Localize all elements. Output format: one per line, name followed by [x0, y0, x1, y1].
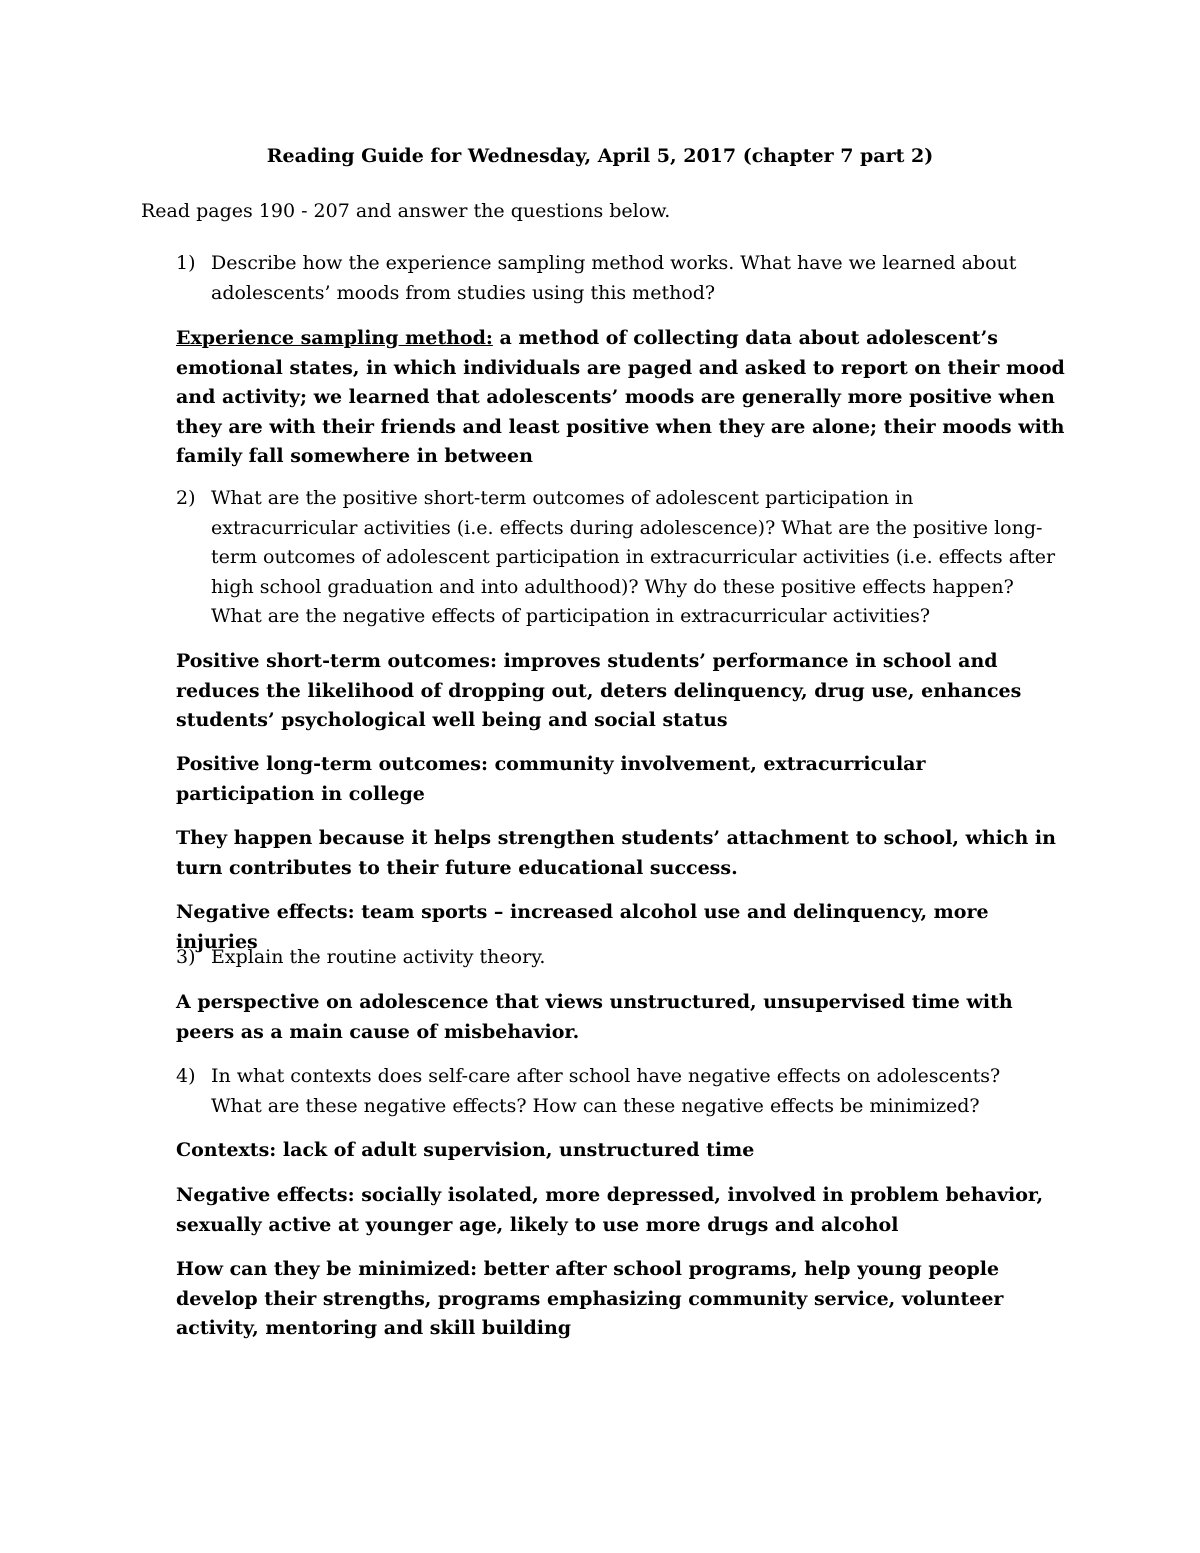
question-4	[176, 1062, 1056, 1121]
question-text: Describe how the experience sampling method works. What have we learned about adolescents’ moods from studies using this method?	[211, 252, 1017, 304]
answer-label: Experience sampling method:	[176, 327, 493, 349]
question-number: 4)	[176, 1065, 196, 1087]
answer-text: They happen because it helps strengthen students’ attachment to school, which in turn contributes to their future educational success.	[176, 827, 1056, 879]
intro-instructions: Read pages 190 - 207 and answer the questions below.	[141, 200, 671, 222]
question-1	[176, 249, 1056, 308]
question-number: 1)	[176, 252, 196, 274]
answer-label: Positive short-term outcomes:	[176, 650, 497, 672]
answer-2-short-term	[176, 647, 1066, 736]
answer-text: a method of collecting data about adolescent’s emotional states, in which individuals are paged and asked to report on their mood and activity; we learned that adolescents’ moods are generally more positive when they are with their friends and least positive when they are alone; their moods with family fall somewhere in between	[176, 327, 1065, 467]
answer-4-minimized	[176, 1255, 1066, 1344]
answer-label: Contexts:	[176, 1139, 277, 1161]
answer-4-contexts	[176, 1136, 1066, 1166]
question-text: Explain the routine activity theory.	[211, 946, 546, 968]
answer-label: Positive long-term outcomes:	[176, 753, 488, 775]
answer-3-routine-activity	[176, 988, 1066, 1047]
answer-text: A perspective on adolescence that views unstructured, unsupervised time with peers as a main cause of misbehavior.	[176, 991, 1013, 1043]
answer-2-why	[176, 824, 1066, 883]
page-title: Reading Guide for Wednesday, April 5, 2017 (chapter 7 part 2)	[266, 145, 934, 167]
question-text: What are the positive short-term outcomes of adolescent participation in extracurricular activities (i.e. effects during adolescence)? What are the positive long-term outcomes of adolescent participation in extracurricular activities (i.e. effects after high school graduation and into adulthood)? Why do these positive effects happen? What are the negative effects of participation in extracurricular activities?	[211, 487, 1056, 627]
question-text: In what contexts does self-care after school have negative effects on adolescents? What are these negative effects? How can these negative effects be minimized?	[211, 1065, 1001, 1117]
answer-label: Negative effects:	[176, 901, 355, 923]
answer-4-negative-effects	[176, 1181, 1066, 1240]
answer-text: improves students’ performance in school and reduces the likelihood of dropping out, deters delinquency, drug use, enhances students’ psychological well being and social status	[176, 650, 1022, 731]
answer-text: team sports – increased alcohol use and delinquency, more injuries	[176, 901, 989, 953]
answer-label: How can they be minimized:	[176, 1258, 478, 1280]
answer-text: community involvement, extracurricular participation in college	[176, 753, 926, 805]
answer-2-long-term	[176, 750, 1066, 809]
question-3	[176, 943, 1056, 973]
answer-1-experience-sampling	[176, 324, 1066, 472]
answer-text: lack of adult supervision, unstructured time	[276, 1139, 755, 1161]
answer-text: socially isolated, more depressed, involved in problem behavior, sexually active at younger age, likely to use more drugs and alcohol	[176, 1184, 1044, 1236]
answer-label: Negative effects:	[176, 1184, 355, 1206]
question-number: 2)	[176, 487, 196, 509]
question-number: 3)	[176, 946, 196, 968]
question-2	[176, 484, 1056, 632]
answer-text: better after school programs, help young people develop their strengths, programs emphasizing community service, volunteer activity, mentoring and skill building	[176, 1258, 1004, 1339]
